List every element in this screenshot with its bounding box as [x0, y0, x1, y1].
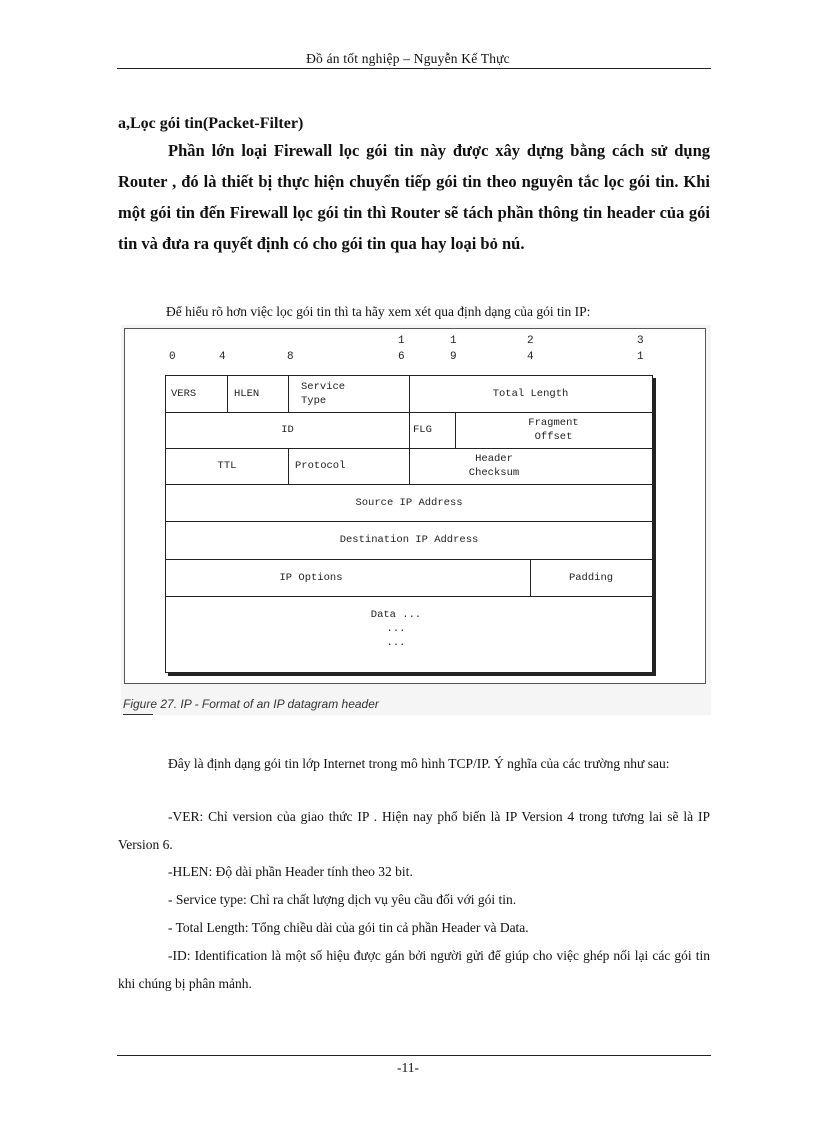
- field-destination-ip: Destination IP Address: [339, 534, 479, 546]
- running-header: Đồ án tốt nghiệp – Nguyễn Kế Thực: [306, 51, 510, 66]
- field-total-length: Total Length: [492, 388, 569, 400]
- bit-label-16-top: 1: [398, 335, 405, 347]
- row-divider: [166, 484, 652, 485]
- bit-label-0: 0: [169, 351, 176, 363]
- ip-header-grid: [165, 375, 653, 673]
- field-ttl: TTL: [217, 460, 237, 472]
- bit-label-8: 8: [287, 351, 294, 363]
- field-data: Data ... ... ...: [370, 609, 422, 649]
- figure-caption: Figure 27. IP - Format of an IP datagram header: [123, 697, 379, 711]
- bit-label-4: 4: [219, 351, 226, 363]
- paragraph-id: -ID: Identification là một số hiệu được gán bởi người gửi để giúp cho việc ghép nối lại các gói tin khi chúng bị phân mảnh.: [118, 948, 710, 991]
- bit-label-24-top: 2: [527, 335, 534, 347]
- field-fragment-offset: Fragment Offset: [528, 417, 579, 443]
- caption-underline: [123, 714, 153, 715]
- ip-header-figure: [121, 325, 711, 715]
- row-divider: [166, 596, 652, 597]
- col-divider: [409, 412, 410, 448]
- paragraph-ver: -VER: Chỉ version của giao thức IP . Hiện nay phổ biến là IP Version 4 trong tương lai sẽ là IP Version 6.: [118, 809, 710, 852]
- header-rule: [117, 68, 711, 69]
- footer-rule: [117, 1055, 711, 1056]
- row-divider: [166, 521, 652, 522]
- col-divider: [288, 448, 289, 484]
- bit-label-16-bottom: 6: [398, 351, 405, 363]
- page-number: -11-: [397, 1060, 419, 1075]
- paragraph-description: Đây là định dạng gói tin lớp Internet trong mô hình TCP/IP. Ý nghĩa của các trường như sau:: [168, 756, 670, 771]
- field-vers: VERS: [171, 388, 197, 400]
- paragraph-hlen: -HLEN: Độ dài phần Header tính theo 32 bit.: [168, 864, 413, 879]
- bit-label-19-bottom: 9: [450, 351, 457, 363]
- field-header-checksum: Header Checksum: [468, 453, 520, 479]
- field-service-type: Service Type: [301, 381, 346, 407]
- bit-label-24-bottom: 4: [527, 351, 534, 363]
- paragraph-packet-filter: Phần lớn loại Firewall lọc gói tin này được xây dựng bằng cách sử dụng Router , đó là thiết bị thực hiện chuyển tiếp gói tin theo nguyên tắc lọc gói tin. Khi một gói tin đến Firewall lọc gói tin thì Router sẽ tách phần thông tin header của gói tin và đưa ra quyết định có cho gói tin qua hay loại bỏ nú.: [118, 141, 710, 253]
- paragraph-service-type: - Service type: Chỉ ra chất lượng dịch vụ yêu cầu đối với gói tin.: [168, 892, 517, 907]
- paragraph-total-length: - Total Length: Tổng chiều dài của gói tin cả phần Header và Data.: [168, 920, 529, 935]
- field-hlen: HLEN: [234, 388, 260, 400]
- field-padding: Padding: [568, 572, 614, 584]
- bit-label-19-top: 1: [450, 335, 457, 347]
- col-divider: [227, 376, 228, 412]
- bit-label-31-top: 3: [637, 335, 644, 347]
- paragraph-intro: Để hiểu rõ hơn việc lọc gói tin thì ta hãy xem xét qua định dạng của gói tin IP:: [166, 304, 591, 319]
- section-heading: a,Lọc gói tin(Packet-Filter): [118, 115, 304, 132]
- field-protocol: Protocol: [295, 460, 346, 472]
- row-divider: [166, 559, 652, 560]
- field-id: ID: [281, 424, 294, 436]
- field-source-ip: Source IP Address: [355, 497, 463, 509]
- field-ip-options: IP Options: [279, 572, 343, 584]
- col-divider: [288, 376, 289, 412]
- figure-frame: [124, 328, 706, 684]
- bit-label-31-bottom: 1: [637, 351, 644, 363]
- field-flg: FLG: [413, 424, 432, 436]
